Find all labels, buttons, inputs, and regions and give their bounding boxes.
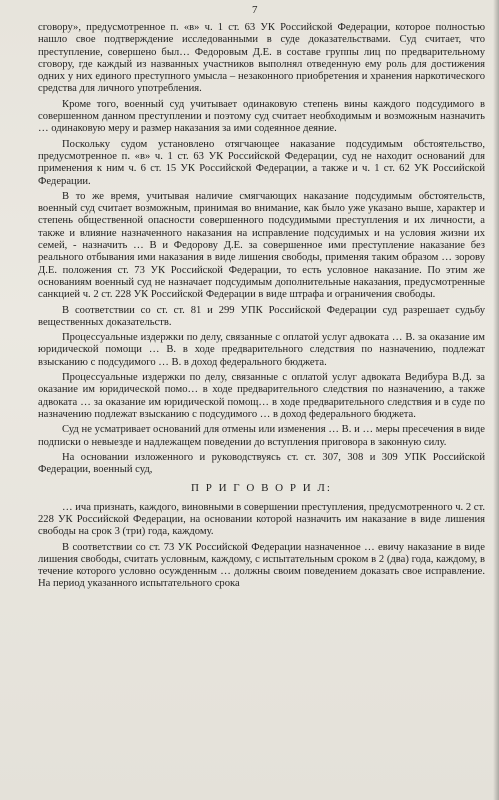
page-number: 7 — [252, 4, 258, 16]
paragraph: В соответствии со ст. 73 УК Российской Федерации назначенное … евичу наказание в виде лишения свободы, считать условным, каждому, с испытательным сроком в 2 (два) года, каждому, в течение которого условно осужденным … должны своим поведением доказать свое исправление. На период указанного испытательного срока — [38, 541, 485, 590]
paragraph: Процессуальные издержки по делу, связанные с оплатой услуг адвоката Ведибура В.Д. за оказание им юридической помо… в ходе предварительного следствия по назначению, а также адвоката … за оказание им юридической помощ… в ходе предварительного следствия и в суде по назначению подлежат взысканию с подсудимого … в доход федерального бюджета. — [38, 372, 485, 420]
paragraph: В соответствии со ст. ст. 81 и 299 УПК Российской Федерации суд разрешает судьбу вещественных доказательств. — [38, 304, 485, 328]
paragraph: На основании изложенного и руководствуясь ст. ст. 307, 308 и 309 УПК Российской Федерации, военный суд, — [38, 451, 485, 476]
paragraph: Суд не усматривает оснований для отмены или изменения … В. и … меры пресечения в виде подписки о невыезде и надлежащем поведении до вступления приговора в законную силу. — [38, 424, 485, 448]
paragraph: сговору», предусмотренное п. «в» ч. 1 ст. 63 УК Российской Федерации, которое полностью нашло свое подтверждение исследованными в суде доказательствами. Суд считает, что преступление, совершено был… Федоровым Д.Е. в составе группы лиц по предварительному сговору, где каждый из названных участников выполнял отведенную ему роль для достижения одних у них единого преступного умысла – незаконного приобретения и хранения наркотического средства для личного употребления. — [38, 22, 485, 95]
verdict-heading: П Р И Г О В О Р И Л: — [191, 482, 332, 495]
paragraph: Процессуальные издержки по делу, связанные с оплатой услуг адвоката … В. за оказание им юридической помощи … В. в ходе предварительного следствия по назначению, подлежат взысканию с подсудимого … В. в доход федерального бюджета. — [38, 332, 485, 368]
document-body — [38, 22, 485, 591]
paragraph: В то же время, учитывая наличие смягчающих наказание подсудимым обстоятельств, военный суд считает возможным, принимая во внимание, как было уже указано выше, характер и степень общественной опасности совершенного подсудимыми преступления и их личности, а также и влияние назначенного наказания на исправление подсудимых и на условия жизни их семей, - назначить … В и Федорову Д.Е. за совершенное ими преступление наказание без реального отбывания ими наказания в виде лишения свободы, применяя таким образом … зорову Д.Е. положения ст. 73 УК Российской Федерации, то есть условное наказание. По этим же основаниям военный суд не назначает подсудимым дополнительные наказания, предусмотренные санкцией ч. 2 ст. 228 УК Российской Федерации в виде штрафа и ограничения свободы. — [38, 190, 485, 301]
paragraph: Кроме того, военный суд учитывает одинаковую степень вины каждого подсудимого в совершенном данном преступлении и поэтому суд считает необходимым и возможным назначить … одинаковую меру и размер наказания за ими содеянное деяние. — [38, 98, 485, 135]
paragraph: Поскольку судом установлено отягчающее наказание подсудимым обстоятельство, предусмотренное п. «в» ч. 1 ст. 63 УК Российской Федерации, суд не находит оснований для применения к ним ч. 6 ст. 15 УК Российской Федерации, а также и ч. 1 ст. 62 УК Российской Федерации. — [38, 138, 485, 187]
paragraph: … ича признать, каждого, виновными в совершении преступления, предусмотренного ч. 2 ст. 228 УК Российской Федерации, на основании которой назначить им наказание в виде лишения свободы на срок 3 (три) года, каждому. — [38, 501, 485, 538]
